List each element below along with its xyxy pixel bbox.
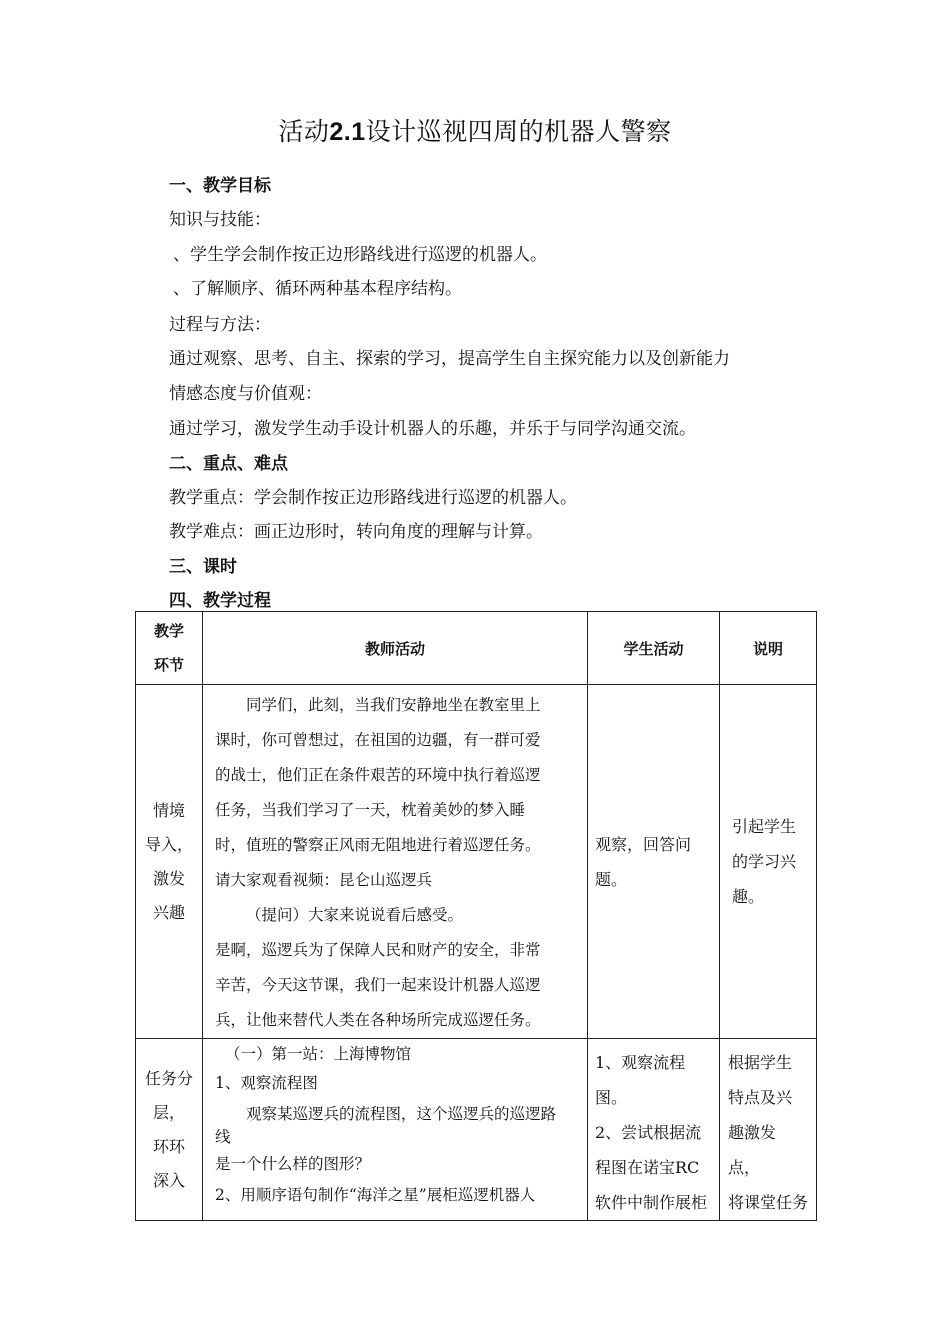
process-method-text: 通过观察、思考、自主、探索的学习，提高学生自主探究能力以及创新能力 bbox=[169, 349, 730, 369]
title-number: 2.1 bbox=[329, 118, 366, 146]
section-heading-focus: 二、重点、难点 bbox=[169, 454, 288, 474]
teacher-line: 请大家观看视频：昆仑山巡逻兵 bbox=[215, 871, 433, 889]
note-line: 趣激发 bbox=[728, 1123, 777, 1142]
note-cell bbox=[720, 1039, 817, 1221]
teacher-line: 观察某巡逻兵的流程图，这个巡逻兵的巡逻路 bbox=[246, 1105, 557, 1123]
difficult-point: 教学难点：画正边形时，转向角度的理解与计算。 bbox=[169, 522, 543, 542]
student-line: 图。 bbox=[595, 1088, 628, 1107]
note-line: 特点及兴 bbox=[728, 1088, 793, 1107]
teacher-line: 同学们，此刻，当我们安静地坐在教室里上 bbox=[246, 696, 541, 714]
key-point: 教学重点：学会制作按正边形路线进行巡逻的机器人。 bbox=[169, 488, 577, 508]
student-line: 程图在诺宝RC bbox=[595, 1158, 700, 1177]
student-line: 1、观察流程 bbox=[595, 1053, 686, 1072]
header-stage-line1: 教学 bbox=[153, 622, 184, 640]
header-stage bbox=[136, 612, 203, 685]
teacher-line: （提问）大家来说说看后感受。 bbox=[246, 906, 464, 924]
title-rest: 设计巡视四周的机器人警察 bbox=[365, 117, 672, 146]
note-line: 将课堂任务 bbox=[728, 1193, 809, 1212]
teacher-line: 的战士，他们正在条件艰苦的环境中执行着巡逻 bbox=[215, 766, 541, 784]
section-heading-process: 四、教学过程 bbox=[169, 591, 271, 611]
teacher-line: 课时，你可曾想过，在祖国的边疆，有一群可爱 bbox=[215, 731, 541, 749]
stage-line: 导入， bbox=[144, 834, 193, 854]
teacher-activity-cell bbox=[203, 1039, 588, 1221]
teacher-line: 是一个什么样的图形？ bbox=[215, 1155, 371, 1173]
teacher-line: 辛苦，今天这节课，我们一起来设计机器人巡逻 bbox=[215, 976, 541, 994]
teaching-process-table bbox=[135, 611, 817, 1221]
note-line: 引起学生 bbox=[732, 817, 797, 836]
stage-line: 情境 bbox=[152, 800, 185, 820]
teacher-line: 是啊，巡逻兵为了保障人民和财产的安全，非常 bbox=[215, 941, 541, 959]
document-title bbox=[0, 112, 950, 148]
note-line: 点， bbox=[728, 1158, 761, 1177]
student-line: 软件中制作展柜 bbox=[595, 1193, 708, 1212]
stage-line: 激发 bbox=[152, 868, 185, 888]
stage-line: 环环 bbox=[152, 1136, 185, 1156]
teacher-line: 时，值班的警察正风雨无阻地进行着巡逻任务。 bbox=[215, 836, 541, 854]
note-line: 的学习兴 bbox=[732, 852, 797, 871]
attitude-text: 通过学习，激发学生动手设计机器人的乐趣，并乐于与同学沟通交流。 bbox=[169, 419, 696, 439]
stage-line: 深入 bbox=[152, 1170, 185, 1190]
student-line: 观察，回答问 bbox=[595, 834, 692, 854]
student-line: 2、尝试根据流 bbox=[595, 1123, 702, 1142]
teacher-line: 兵，让他来替代人类在各种场所完成巡逻任务。 bbox=[215, 1011, 541, 1029]
stage-cell bbox=[136, 685, 203, 1039]
stage-line: 兴趣 bbox=[152, 902, 185, 922]
stage-line: 层， bbox=[152, 1102, 185, 1122]
knowledge-item-1: 、学生学会制作按正边形路线进行巡逻的机器人。 bbox=[173, 245, 547, 265]
header-note: 说明 bbox=[720, 612, 817, 685]
teacher-line: 任务，当我们学习了一天，枕着美妙的梦入睡 bbox=[215, 801, 526, 819]
teacher-line: （一）第一站：上海博物馆 bbox=[225, 1045, 412, 1063]
section-heading-hours: 三、课时 bbox=[169, 557, 237, 577]
header-teacher-activity: 教师活动 bbox=[203, 612, 588, 685]
attitude-label: 情感态度与价值观： bbox=[169, 384, 322, 404]
student-activity-cell bbox=[588, 685, 720, 1039]
title-prefix: 活动 bbox=[278, 117, 330, 146]
note-line: 趣。 bbox=[732, 887, 765, 906]
teacher-activity-cell bbox=[203, 685, 588, 1039]
note-cell bbox=[720, 685, 817, 1039]
teacher-line: 1、观察流程图 bbox=[215, 1074, 318, 1092]
stage-line: 任务分 bbox=[144, 1068, 193, 1088]
note-line: 根据学生 bbox=[728, 1053, 793, 1072]
knowledge-item-2: 、了解顺序、循环两种基本程序结构。 bbox=[173, 279, 462, 299]
knowledge-skill-label: 知识与技能： bbox=[169, 210, 271, 230]
table-header-row bbox=[136, 612, 817, 685]
student-activity-cell bbox=[588, 1039, 720, 1221]
process-method-label: 过程与方法： bbox=[169, 315, 271, 335]
section-heading-goals: 一、教学目标 bbox=[169, 176, 271, 196]
table-row bbox=[136, 685, 817, 1039]
stage-cell bbox=[136, 1039, 203, 1221]
teacher-line: 线 bbox=[215, 1128, 231, 1146]
header-stage-line2: 环节 bbox=[153, 656, 184, 674]
student-line: 题。 bbox=[595, 869, 628, 889]
teacher-line: 2、用顺序语句制作“海洋之星”展柜巡逻机器人 bbox=[215, 1186, 536, 1204]
table-row bbox=[136, 1039, 817, 1221]
header-student-activity: 学生活动 bbox=[588, 612, 720, 685]
